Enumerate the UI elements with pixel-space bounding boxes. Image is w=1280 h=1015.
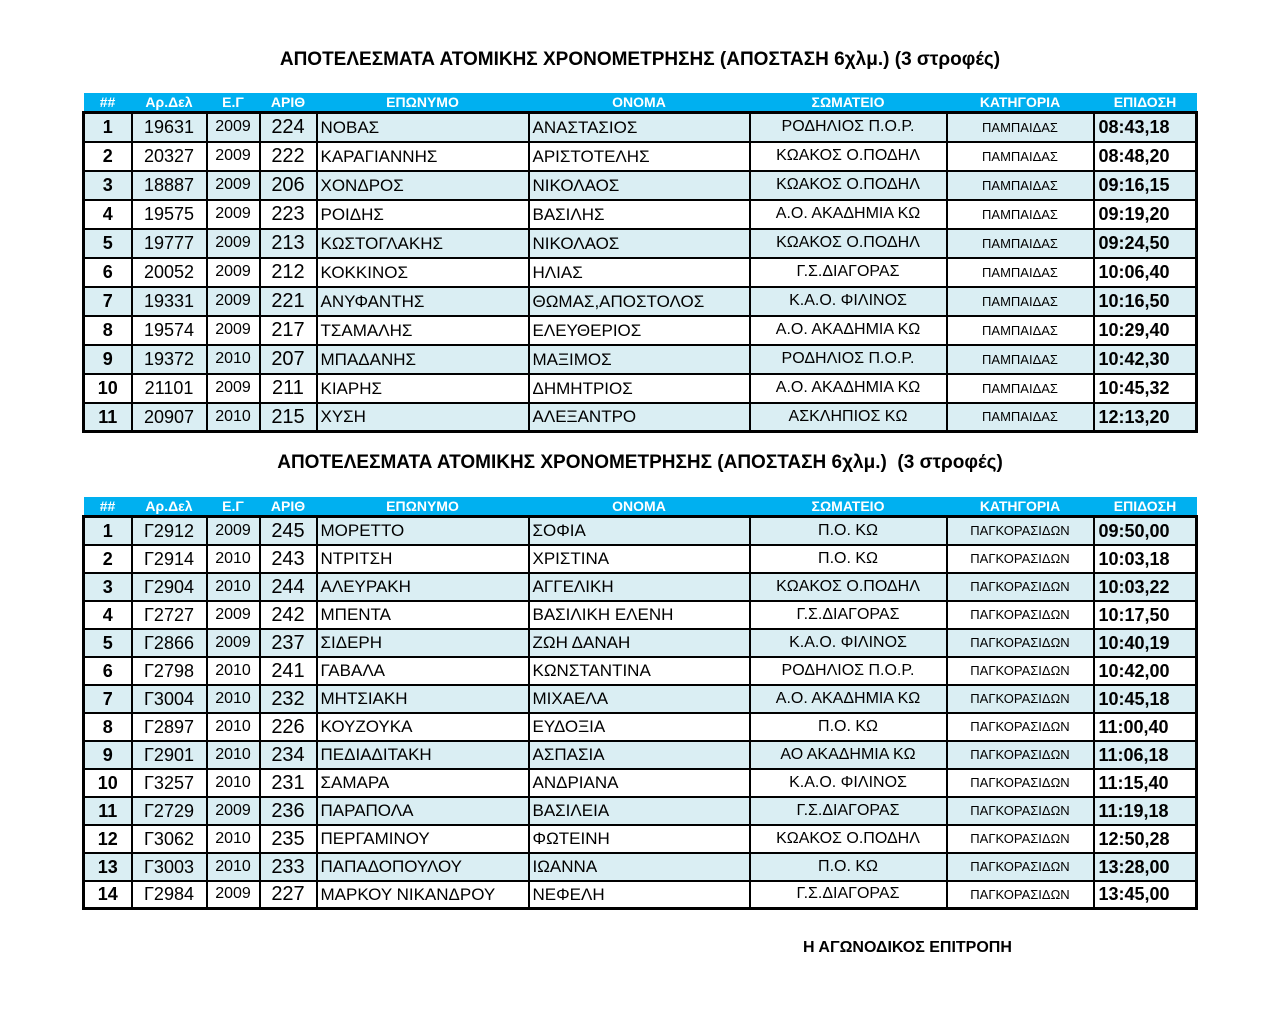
cell-rank: 5 [84,229,132,258]
column-header-category: ΚΑΤΗΓΟΡΙΑ [947,497,1094,517]
cell-rank: 5 [84,629,132,657]
cell-club: ΚΩΑΚΟΣ Ο.ΠΟΔΗΛ [750,573,947,601]
cell-time: 10:16,50 [1094,287,1197,316]
cell-birth-year: 2009 [207,601,260,629]
cell-rank: 4 [84,200,132,229]
cell-licence-number: Γ2901 [132,741,207,769]
cell-club: Γ.Σ.ΔΙΑΓΟΡΑΣ [750,797,947,825]
table-row [84,545,1197,573]
cell-club: Κ.Α.Ο. ΦΙΛΙΝΟΣ [750,629,947,657]
cell-licence-number: Γ3003 [132,853,207,881]
cell-bib-number: 211 [260,374,317,403]
results-table-pampaidas [82,93,1198,433]
cell-surname: ΑΝΥΦΑΝΤΗΣ [317,287,529,316]
cell-birth-year: 2010 [207,741,260,769]
cell-first-name: ΝΕΦΕΛΗ [529,881,750,909]
cell-first-name: ΜΑΞΙΜΟΣ [529,345,750,374]
cell-category: ΠΑΓΚΟΡΑΣΙΔΩΝ [947,713,1094,741]
cell-licence-number: Γ2866 [132,629,207,657]
cell-licence-number: 19631 [132,113,207,142]
cell-birth-year: 2010 [207,657,260,685]
cell-surname: ΜΟΡΕΤΤΟ [317,517,529,545]
cell-first-name: ΕΥΔΟΞΙΑ [529,713,750,741]
cell-surname: ΠΑΡΑΠΟΛΑ [317,797,529,825]
cell-time: 10:40,19 [1094,629,1197,657]
cell-time: 10:42,30 [1094,345,1197,374]
column-header-surname: ΕΠΩΝΥΜΟ [317,497,529,517]
cell-surname: ΜΗΤΣΙΑΚΗ [317,685,529,713]
table-row [84,142,1197,171]
cell-club: Π.Ο. ΚΩ [750,545,947,573]
column-header-rank: ## [84,497,132,517]
cell-licence-number: 20907 [132,403,207,432]
cell-rank: 12 [84,825,132,853]
cell-surname: ΠΑΠΑΔΟΠΟΥΛΟΥ [317,853,529,881]
column-header-rank: ## [84,93,132,113]
column-header-time: ΕΠΙΔΟΣΗ [1094,93,1197,113]
cell-rank: 11 [84,403,132,432]
cell-category: ΠΑΜΠΑΙΔΑΣ [947,200,1094,229]
table-row [84,713,1197,741]
cell-birth-year: 2010 [207,713,260,741]
cell-category: ΠΑΓΚΟΡΑΣΙΔΩΝ [947,545,1094,573]
cell-surname: ΠΕΡΓΑΜΙΝΟΥ [317,825,529,853]
results-table-pagkorasidon [82,497,1198,910]
table-row [84,200,1197,229]
cell-birth-year: 2009 [207,258,260,287]
cell-surname: ΡΟΙΔΗΣ [317,200,529,229]
cell-birth-year: 2009 [207,881,260,909]
cell-rank: 13 [84,853,132,881]
column-header-club: ΣΩΜΑΤΕΙΟ [750,93,947,113]
cell-bib-number: 223 [260,200,317,229]
cell-surname: ΚΟΚΚΙΝΟΣ [317,258,529,287]
cell-bib-number: 222 [260,142,317,171]
cell-rank: 9 [84,345,132,374]
cell-rank: 1 [84,517,132,545]
table-row [84,287,1197,316]
cell-bib-number: 244 [260,573,317,601]
cell-category: ΠΑΜΠΑΙΔΑΣ [947,113,1094,142]
cell-club: ΚΩΑΚΟΣ Ο.ΠΟΔΗΛ [750,229,947,258]
cell-licence-number: Γ2727 [132,601,207,629]
cell-surname: ΚΟΥΖΟΥΚΑ [317,713,529,741]
cell-bib-number: 215 [260,403,317,432]
cell-first-name: ΕΛΕΥΘΕΡΙΟΣ [529,316,750,345]
cell-rank: 6 [84,657,132,685]
cell-birth-year: 2010 [207,685,260,713]
cell-surname: ΜΠΕΝΤΑ [317,601,529,629]
cell-birth-year: 2009 [207,113,260,142]
cell-surname: ΝΟΒΑΣ [317,113,529,142]
cell-category: ΠΑΓΚΟΡΑΣΙΔΩΝ [947,601,1094,629]
cell-surname: ΣΑΜΑΡΑ [317,769,529,797]
cell-first-name: ΑΝΑΣΤΑΣΙΟΣ [529,113,750,142]
cell-bib-number: 245 [260,517,317,545]
cell-surname: ΓΑΒΑΛΑ [317,657,529,685]
cell-category: ΠΑΓΚΟΡΑΣΙΔΩΝ [947,769,1094,797]
cell-bib-number: 232 [260,685,317,713]
column-header-surname: ΕΠΩΝΥΜΟ [317,93,529,113]
cell-category: ΠΑΓΚΟΡΑΣΙΔΩΝ [947,853,1094,881]
cell-rank: 14 [84,881,132,909]
cell-surname: ΠΕΔΙΑΔΙΤΑΚΗ [317,741,529,769]
cell-birth-year: 2010 [207,853,260,881]
cell-licence-number: Γ2729 [132,797,207,825]
cell-first-name: ΒΑΣΙΛΙΚΗ ΕΛΕΝΗ [529,601,750,629]
table-row [84,316,1197,345]
cell-category: ΠΑΜΠΑΙΔΑΣ [947,229,1094,258]
cell-birth-year: 2010 [207,573,260,601]
cell-time: 13:45,00 [1094,881,1197,909]
cell-club: Α.Ο. ΑΚΑΔΗΜΙΑ ΚΩ [750,316,947,345]
cell-bib-number: 221 [260,287,317,316]
cell-time: 09:19,20 [1094,200,1197,229]
cell-birth-year: 2009 [207,629,260,657]
cell-first-name: ΖΩΗ ΔΑΝΑΗ [529,629,750,657]
cell-time: 13:28,00 [1094,853,1197,881]
cell-club: Γ.Σ.ΔΙΑΓΟΡΑΣ [750,258,947,287]
cell-rank: 8 [84,713,132,741]
cell-first-name: ΒΑΣΙΛΗΣ [529,200,750,229]
cell-category: ΠΑΜΠΑΙΔΑΣ [947,287,1094,316]
cell-licence-number: Γ3004 [132,685,207,713]
cell-licence-number: Γ2914 [132,545,207,573]
column-header-first-name: ΟΝΟΜΑ [529,93,750,113]
cell-club: ΡΟΔΗΛΙΟΣ Π.Ο.Ρ. [750,657,947,685]
cell-club: Γ.Σ.ΔΙΑΓΟΡΑΣ [750,881,947,909]
cell-rank: 7 [84,287,132,316]
cell-first-name: ΙΩΑΝΝΑ [529,853,750,881]
cell-club: Π.Ο. ΚΩ [750,713,947,741]
cell-time: 11:00,40 [1094,713,1197,741]
cell-time: 10:42,00 [1094,657,1197,685]
cell-bib-number: 231 [260,769,317,797]
cell-licence-number: 21101 [132,374,207,403]
cell-licence-number: Γ2984 [132,881,207,909]
cell-bib-number: 237 [260,629,317,657]
cell-category: ΠΑΜΠΑΙΔΑΣ [947,345,1094,374]
cell-first-name: ΝΙΚΟΛΑΟΣ [529,229,750,258]
cell-bib-number: 217 [260,316,317,345]
cell-club: Π.Ο. ΚΩ [750,853,947,881]
cell-first-name: ΔΗΜΗΤΡΙΟΣ [529,374,750,403]
cell-first-name: ΑΝΔΡΙΑΝΑ [529,769,750,797]
cell-rank: 7 [84,685,132,713]
section-title: ΑΠΟΤΕΛΕΣΜΑΤΑ ΑΤΟΜΙΚΗΣ ΧΡΟΝΟΜΕΤΡΗΣΗΣ (ΑΠΟΣΤΑΣΗ 6χλμ.) (3 στροφές) [279,49,1001,70]
cell-rank: 8 [84,316,132,345]
cell-licence-number: 18887 [132,171,207,200]
cell-club: Κ.Α.Ο. ΦΙΛΙΝΟΣ [750,769,947,797]
section-title: ΑΠΟΤΕΛΕΣΜΑΤΑ ΑΤΟΜΙΚΗΣ ΧΡΟΝΟΜΕΤΡΗΣΗΣ (ΑΠΟΣΤΑΣΗ 6χλμ.) (3 στροφές) [277,452,1003,473]
cell-birth-year: 2010 [207,345,260,374]
cell-time: 10:03,18 [1094,545,1197,573]
cell-licence-number: 20327 [132,142,207,171]
cell-club: ΚΩΑΚΟΣ Ο.ΠΟΔΗΛ [750,825,947,853]
table-row [84,881,1197,909]
cell-club: Π.Ο. ΚΩ [750,517,947,545]
cell-rank: 2 [84,142,132,171]
table-row [84,517,1197,545]
cell-club: Α.Ο. ΑΚΑΔΗΜΙΑ ΚΩ [750,374,947,403]
cell-surname: ΚΙΑΡΗΣ [317,374,529,403]
column-header-licence-number: Αρ.Δελ [132,93,207,113]
cell-time: 12:50,28 [1094,825,1197,853]
cell-bib-number: 224 [260,113,317,142]
table-header-row [84,497,1197,517]
table-row [84,769,1197,797]
column-header-birth-year: Ε.Γ [207,93,260,113]
cell-club: ΑΟ ΑΚΑΔΗΜΙΑ ΚΩ [750,741,947,769]
table-row [84,374,1197,403]
cell-licence-number: Γ2912 [132,517,207,545]
cell-category: ΠΑΓΚΟΡΑΣΙΔΩΝ [947,797,1094,825]
cell-licence-number: Γ2798 [132,657,207,685]
cell-birth-year: 2010 [207,545,260,573]
table-row [84,797,1197,825]
cell-time: 11:19,18 [1094,797,1197,825]
cell-bib-number: 227 [260,881,317,909]
cell-bib-number: 212 [260,258,317,287]
cell-surname: ΝΤΡΙΤΣΗ [317,545,529,573]
cell-club: ΡΟΔΗΛΙΟΣ Π.Ο.Ρ. [750,113,947,142]
cell-club: Γ.Σ.ΔΙΑΓΟΡΑΣ [750,601,947,629]
cell-bib-number: 226 [260,713,317,741]
cell-surname: ΤΣΑΜΑΛΗΣ [317,316,529,345]
cell-birth-year: 2009 [207,797,260,825]
cell-licence-number: Γ2897 [132,713,207,741]
cell-time: 09:24,50 [1094,229,1197,258]
cell-time: 12:13,20 [1094,403,1197,432]
cell-rank: 4 [84,601,132,629]
cell-bib-number: 207 [260,345,317,374]
cell-time: 10:45,32 [1094,374,1197,403]
cell-first-name: ΦΩΤΕΙΝΗ [529,825,750,853]
column-header-birth-year: Ε.Γ [207,497,260,517]
cell-category: ΠΑΜΠΑΙΔΑΣ [947,258,1094,287]
cell-birth-year: 2009 [207,229,260,258]
cell-category: ΠΑΜΠΑΙΔΑΣ [947,171,1094,200]
cell-surname: ΚΩΣΤΟΓΛΑΚΗΣ [317,229,529,258]
cell-time: 10:17,50 [1094,601,1197,629]
table-row [84,573,1197,601]
cell-rank: 10 [84,769,132,797]
cell-licence-number: 19372 [132,345,207,374]
cell-bib-number: 213 [260,229,317,258]
cell-surname: ΚΑΡΑΓΙΑΝΝΗΣ [317,142,529,171]
cell-time: 11:15,40 [1094,769,1197,797]
cell-birth-year: 2009 [207,316,260,345]
cell-category: ΠΑΓΚΟΡΑΣΙΔΩΝ [947,517,1094,545]
cell-club: ΑΣΚΛΗΠΙΟΣ ΚΩ [750,403,947,432]
cell-birth-year: 2010 [207,825,260,853]
table-row [84,113,1197,142]
cell-club: Κ.Α.Ο. ΦΙΛΙΝΟΣ [750,287,947,316]
cell-time: 09:50,00 [1094,517,1197,545]
cell-bib-number: 233 [260,853,317,881]
cell-first-name: ΘΩΜΑΣ,ΑΠΟΣΤΟΛΟΣ [529,287,750,316]
cell-licence-number: Γ2904 [132,573,207,601]
cell-first-name: ΧΡΙΣΤΙΝΑ [529,545,750,573]
table-row [84,171,1197,200]
column-header-time: ΕΠΙΔΟΣΗ [1094,497,1197,517]
cell-first-name: ΜΙΧΑΕΛΑ [529,685,750,713]
cell-category: ΠΑΓΚΟΡΑΣΙΔΩΝ [947,685,1094,713]
cell-surname: ΜΠΑΔΑΝΗΣ [317,345,529,374]
cell-rank: 3 [84,171,132,200]
cell-birth-year: 2009 [207,171,260,200]
cell-rank: 9 [84,741,132,769]
cell-category: ΠΑΓΚΟΡΑΣΙΔΩΝ [947,657,1094,685]
footer-signature: Η ΑΓΩΝΟΔΙΚΟΣ ΕΠΙΤΡΟΠΗ [803,939,1012,956]
cell-rank: 3 [84,573,132,601]
table-row [84,741,1197,769]
cell-licence-number: 20052 [132,258,207,287]
cell-club: Α.Ο. ΑΚΑΔΗΜΙΑ ΚΩ [750,200,947,229]
column-header-category: ΚΑΤΗΓΟΡΙΑ [947,93,1094,113]
cell-category: ΠΑΜΠΑΙΔΑΣ [947,374,1094,403]
cell-surname: ΜΑΡΚΟΥ ΝΙΚΑΝΔΡΟΥ [317,881,529,909]
cell-bib-number: 242 [260,601,317,629]
cell-licence-number: 19777 [132,229,207,258]
column-header-licence-number: Αρ.Δελ [132,497,207,517]
cell-surname: ΧΥΣΗ [317,403,529,432]
column-header-bib-number: ΑΡΙΘ [260,497,317,517]
cell-category: ΠΑΓΚΟΡΑΣΙΔΩΝ [947,881,1094,909]
cell-club: ΡΟΔΗΛΙΟΣ Π.Ο.Ρ. [750,345,947,374]
cell-licence-number: Γ3062 [132,825,207,853]
cell-first-name: ΝΙΚΟΛΑΟΣ [529,171,750,200]
cell-first-name: ΣΟΦΙΑ [529,517,750,545]
cell-first-name: ΑΡΙΣΤΟΤΕΛΗΣ [529,142,750,171]
cell-birth-year: 2009 [207,200,260,229]
cell-birth-year: 2009 [207,374,260,403]
cell-birth-year: 2010 [207,403,260,432]
cell-birth-year: 2009 [207,517,260,545]
cell-time: 08:48,20 [1094,142,1197,171]
cell-category: ΠΑΜΠΑΙΔΑΣ [947,316,1094,345]
cell-rank: 2 [84,545,132,573]
cell-licence-number: 19331 [132,287,207,316]
cell-surname: ΧΟΝΔΡΟΣ [317,171,529,200]
cell-time: 09:16,15 [1094,171,1197,200]
table-row [84,685,1197,713]
cell-category: ΠΑΓΚΟΡΑΣΙΔΩΝ [947,825,1094,853]
cell-first-name: ΑΓΓΕΛΙΚΗ [529,573,750,601]
cell-club: ΚΩΑΚΟΣ Ο.ΠΟΔΗΛ [750,171,947,200]
cell-club: ΚΩΑΚΟΣ Ο.ΠΟΔΗΛ [750,142,947,171]
cell-time: 11:06,18 [1094,741,1197,769]
column-header-first-name: ΟΝΟΜΑ [529,497,750,517]
cell-bib-number: 241 [260,657,317,685]
table-row [84,601,1197,629]
table-row [84,403,1197,432]
cell-rank: 11 [84,797,132,825]
cell-bib-number: 235 [260,825,317,853]
cell-time: 10:03,22 [1094,573,1197,601]
cell-rank: 1 [84,113,132,142]
cell-category: ΠΑΓΚΟΡΑΣΙΔΩΝ [947,573,1094,601]
cell-rank: 6 [84,258,132,287]
cell-bib-number: 206 [260,171,317,200]
cell-time: 10:06,40 [1094,258,1197,287]
cell-first-name: ΗΛΙΑΣ [529,258,750,287]
cell-category: ΠΑΓΚΟΡΑΣΙΔΩΝ [947,741,1094,769]
cell-first-name: ΑΣΠΑΣΙΑ [529,741,750,769]
cell-category: ΠΑΜΠΑΙΔΑΣ [947,403,1094,432]
cell-first-name: ΑΛΕΞΑΝΤΡΟ [529,403,750,432]
cell-time: 10:29,40 [1094,316,1197,345]
table-row [84,345,1197,374]
cell-time: 10:45,18 [1094,685,1197,713]
cell-bib-number: 243 [260,545,317,573]
cell-surname: ΑΛΕΥΡΑΚΗ [317,573,529,601]
cell-licence-number: Γ3257 [132,769,207,797]
table-row [84,629,1197,657]
cell-club: Α.Ο. ΑΚΑΔΗΜΙΑ ΚΩ [750,685,947,713]
cell-bib-number: 234 [260,741,317,769]
cell-first-name: ΒΑΣΙΛΕΙΑ [529,797,750,825]
table-row [84,229,1197,258]
cell-time: 08:43,18 [1094,113,1197,142]
cell-category: ΠΑΓΚΟΡΑΣΙΔΩΝ [947,629,1094,657]
column-header-club: ΣΩΜΑΤΕΙΟ [750,497,947,517]
cell-rank: 10 [84,374,132,403]
cell-bib-number: 236 [260,797,317,825]
cell-licence-number: 19575 [132,200,207,229]
column-header-bib-number: ΑΡΙΘ [260,93,317,113]
cell-birth-year: 2010 [207,769,260,797]
table-row [84,657,1197,685]
table-row [84,825,1197,853]
cell-birth-year: 2009 [207,287,260,316]
table-row [84,258,1197,287]
table-header-row [84,93,1197,113]
cell-first-name: ΚΩΝΣΤΑΝΤΙΝΑ [529,657,750,685]
cell-category: ΠΑΜΠΑΙΔΑΣ [947,142,1094,171]
cell-birth-year: 2009 [207,142,260,171]
cell-surname: ΣΙΔΕΡΗ [317,629,529,657]
cell-licence-number: 19574 [132,316,207,345]
table-row [84,853,1197,881]
